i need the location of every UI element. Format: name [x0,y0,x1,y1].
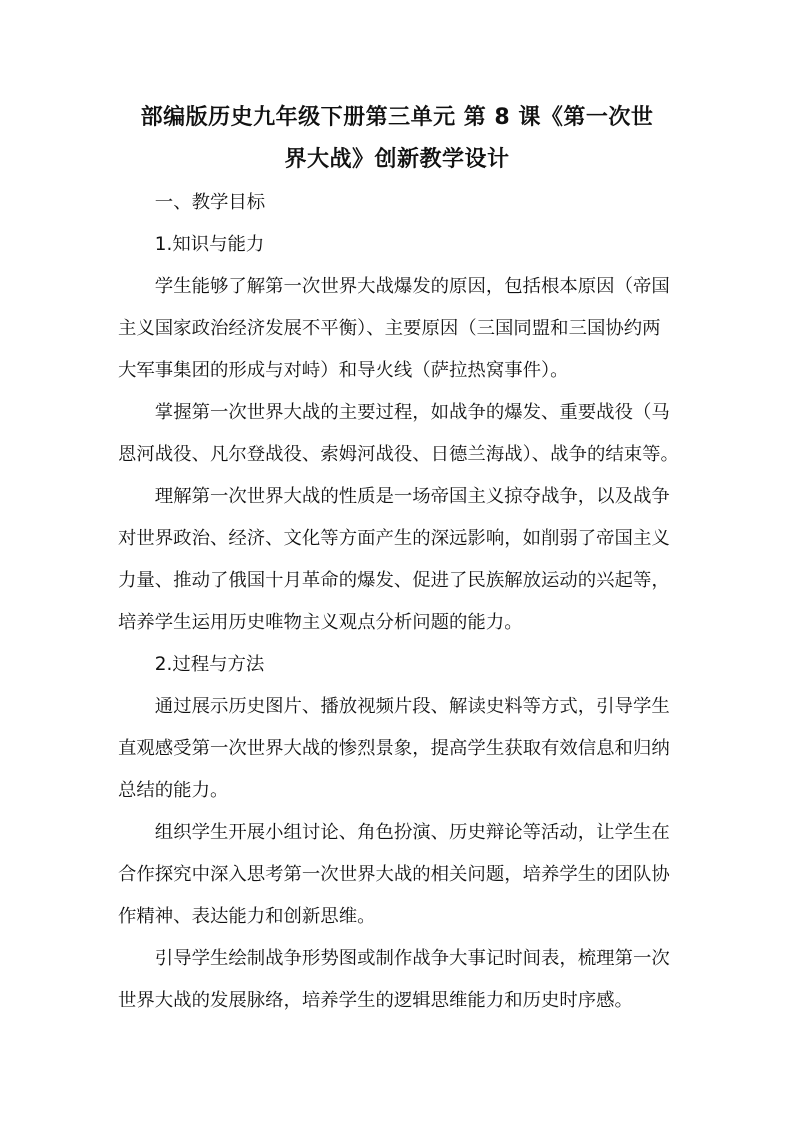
paragraph-war-nature [118,476,676,644]
subsection-heading-process-method: 2.过程与方法 [154,654,265,675]
paragraph-line: 引导学生绘制战争形势图或制作战争大事记时间表，梳理第一次 [154,948,670,969]
paragraph-group-activities [118,812,676,938]
paragraph-line: 通过展示历史图片、播放视频片段、解读史料等方式，引导学生 [154,696,670,717]
paragraph-war-process [118,392,679,476]
section-heading-teaching-goals: 一、教学目标 [154,192,266,213]
paragraph-line: 学生能够了解第一次世界大战爆发的原因，包括根本原因（帝国 [154,276,670,297]
paragraph-line: 理解第一次世界大战的性质是一场帝国主义掠夺战争，以及战争 [154,486,670,507]
paragraph-line: 合作探究中深入思考第一次世界大战的相关问题，培养学生的团队协 [118,864,670,885]
paragraph-line: 掌握第一次世界大战的主要过程，如战争的爆发、重要战役（马 [154,402,670,423]
paragraph-line: 力量、推动了俄国十月革命的爆发、促进了民族解放运动的兴起等， [118,570,670,591]
paragraph-war-causes [118,266,676,392]
paragraph-line: 总结的能力。 [118,780,229,801]
paragraph-display-materials [118,686,676,812]
paragraph-timeline-drawing [118,938,676,1022]
paragraph-line: 大军事集团的形成与对峙）和导火线（萨拉热窝事件）。 [118,360,569,381]
paragraph-line: 对世界政治、经济、文化等方面产生的深远影响，如削弱了帝国主义 [118,528,670,549]
document-title-line-2: 界大战》创新教学设计 [284,147,510,172]
paragraph-line: 作精神、表达能力和创新思维。 [118,906,376,927]
paragraph-line: 世界大战的发展脉络，培养学生的逻辑思维能力和历史时序感。 [118,990,633,1011]
paragraph-line: 培养学生运用历史唯物主义观点分析问题的能力。 [118,612,523,633]
subsection-heading-knowledge-ability: 1.知识与能力 [154,234,265,255]
paragraph-line: 组织学生开展小组讨论、角色扮演、历史辩论等活动，让学生在 [154,822,670,843]
paragraph-line: 主义国家政治经济发展不平衡）、主要原因（三国同盟和三国协约两 [118,318,661,339]
document-title-line-1: 部编版历史九年级下册第三单元 第 8 课《第一次世 [140,105,654,130]
paragraph-line: 恩河战役、凡尔登战役、索姆河战役、日德兰海战）、战争的结束等。 [118,444,679,465]
paragraph-line: 直观感受第一次世界大战的惨烈景象，提高学生获取有效信息和归纳 [118,738,670,759]
